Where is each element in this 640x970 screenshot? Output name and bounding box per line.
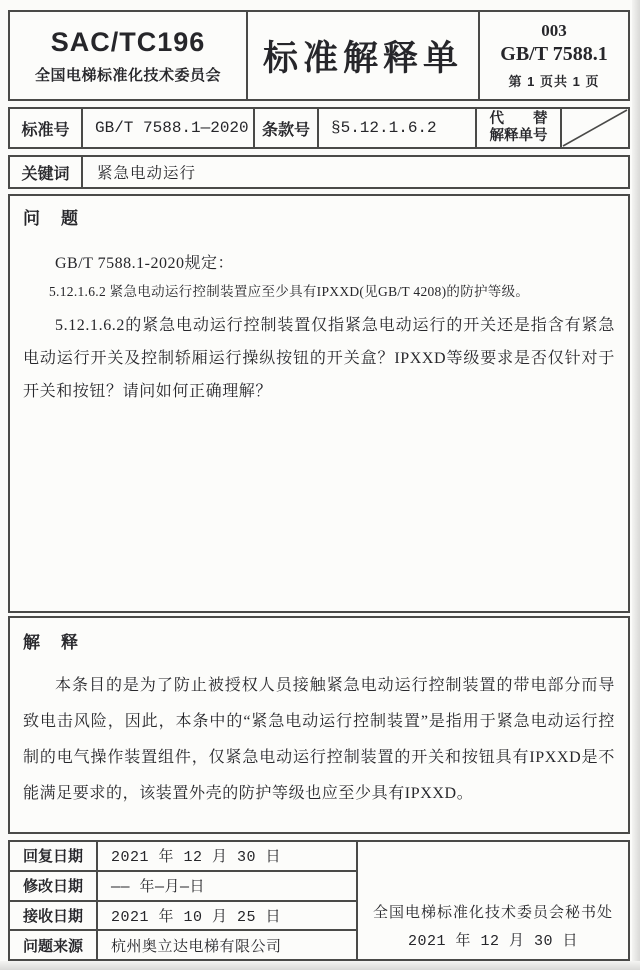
received-date-value: 2021 年 10 月 25 日 xyxy=(111,908,282,926)
superseded-sheet-value-cell xyxy=(562,109,628,147)
clause-label: 条款号 xyxy=(255,109,319,147)
form-title-cell xyxy=(248,12,480,99)
question-source-label: 问题来源 xyxy=(10,931,98,959)
form-title: 标准解释单 xyxy=(262,38,463,78)
diagonal-slash-icon xyxy=(562,109,628,147)
doc-number-cell xyxy=(480,12,628,99)
interpretation-section xyxy=(8,616,630,834)
reply-date-value: 2021 年 12 月 30 日 xyxy=(111,849,282,867)
superseded-sheet-label-line1: 代 替 xyxy=(489,111,548,127)
question-source-row xyxy=(10,931,356,959)
question-source-value: 杭州奥立达电梯有限公司 xyxy=(111,938,282,955)
footer-table xyxy=(8,840,630,961)
standard-no-value: GB/T 7588.1—2020 xyxy=(83,109,255,147)
secretariat-cell xyxy=(358,842,628,959)
keyword-value: 紧急电动运行 xyxy=(97,165,197,182)
committee-name: 全国电梯标准化技术委员会 xyxy=(34,66,221,84)
interpretation-heading: 解 释 xyxy=(23,633,80,652)
question-para-2: 5.12.1.6.2 紧急电动运行控制装置应至少具有IPXXD(见GB/T 4208)的防护等级。 xyxy=(49,284,530,299)
keyword-label: 关键词 xyxy=(10,157,83,187)
received-date-row xyxy=(10,902,356,932)
standard-number: GB/T 7588.1 xyxy=(500,43,608,65)
revision-date-value: —— 年—月—日 xyxy=(111,879,206,897)
secretariat-name: 全国电梯标准化技术委员会秘书处 xyxy=(372,905,613,921)
form-header xyxy=(8,10,630,101)
doc-number: 003 xyxy=(541,21,567,40)
question-para-1: GB/T 7588.1-2020规定： xyxy=(55,255,234,272)
reply-date-row xyxy=(10,842,356,872)
meta-row xyxy=(8,107,630,149)
scan-edge-right xyxy=(632,0,640,970)
interpretation-para: 本条目的是为了防止被授权人员接触紧急电动运行控制装置的带电部分而导致电击风险，因此，本条中的“紧急电动运行控制装置”是指用于紧急电动运行控制的电气操作装置组件，仅紧急电动运行控制装置的开关和按钮具有IPXXD是不能满足要求的，该装置外壳的防护等级也应至少具有IPXXD。 xyxy=(23,677,615,802)
question-heading: 问 题 xyxy=(23,209,80,228)
committee-code: SAC/TC196 xyxy=(50,26,206,57)
revision-date-row xyxy=(10,872,356,902)
reply-date-label: 回复日期 xyxy=(10,842,98,870)
footer-dates-block xyxy=(10,842,358,959)
received-date-label: 接收日期 xyxy=(10,902,98,930)
page-count: 第 1 页共 1 页 xyxy=(508,74,600,89)
committee-cell xyxy=(10,12,248,99)
standard-no-label: 标准号 xyxy=(10,109,83,147)
clause-value: §5.12.1.6.2 xyxy=(319,109,477,147)
scan-edge-bottom xyxy=(0,961,640,970)
superseded-sheet-label-line2: 解释单号 xyxy=(489,128,548,144)
secretariat-date: 2021 年 12 月 30 日 xyxy=(407,933,579,950)
question-para-3: 5.12.1.6.2的紧急电动运行控制装置仅指紧急电动运行的开关还是指含有紧急电动运行开关及控制轿厢运行操纵按钮的开关盒？IPXXD等级要求是否仅针对于开关和按钮？请问如何正确理解？ xyxy=(23,317,615,400)
keyword-row xyxy=(8,155,630,189)
superseded-sheet-label xyxy=(477,109,562,147)
revision-date-label: 修改日期 xyxy=(10,872,98,900)
question-section xyxy=(8,194,630,613)
